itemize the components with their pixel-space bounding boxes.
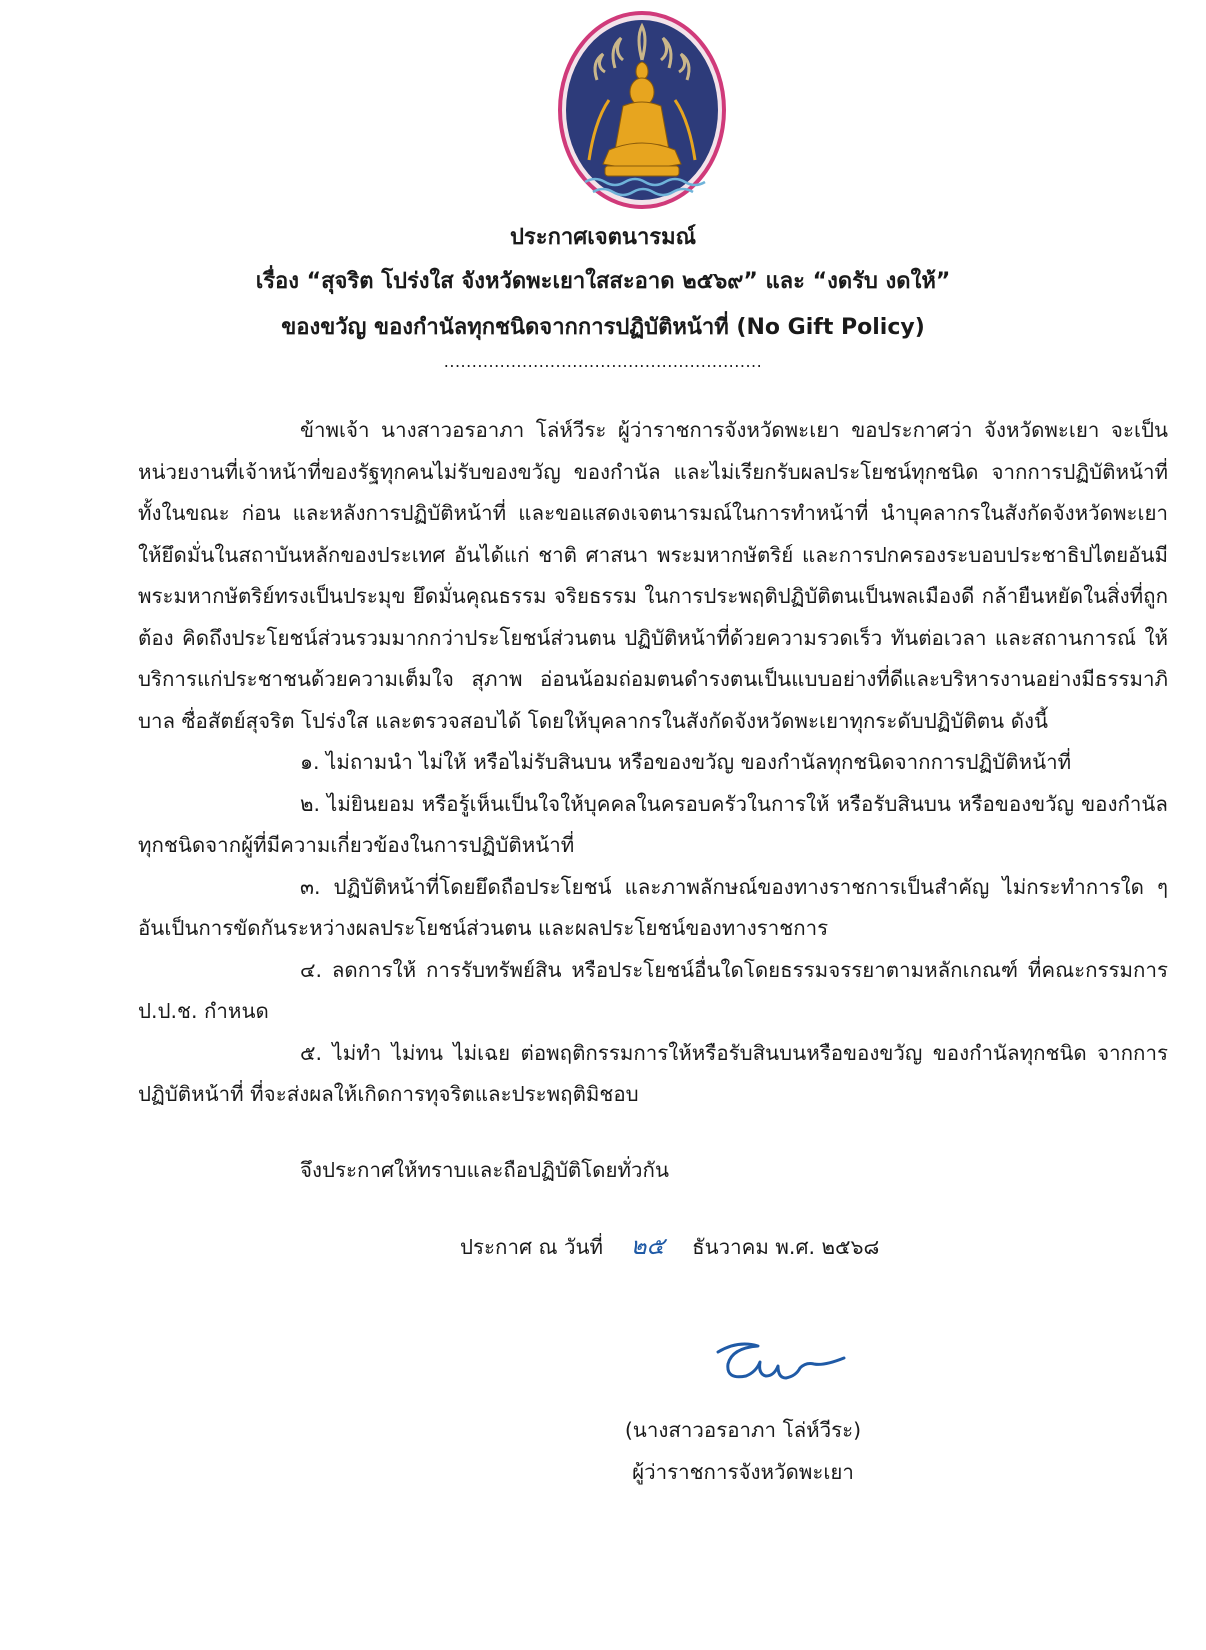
signer-position: ผู้ว่าราชการจังหวัดพะเยา bbox=[632, 1460, 854, 1484]
list-item: ๓. ปฏิบัติหน้าที่โดยยึดถือประโยชน์ และภาพลักษณ์ของทางราชการเป็นสำคัญ ไม่กระทำการใด ๆ อันเป็นการขัดกันระหว่างผลประโยชน์ส่วนตน และผลประโยชน์ของทางราชการ bbox=[138, 874, 1168, 940]
document-subject: เรื่อง “สุจริต โปร่งใส จังหวัดพะเยาใสสะอาด ๒๕๖๙” และ “งดรับ งดให้” bbox=[255, 269, 951, 294]
date-suffix: ธันวาคม พ.ศ. ๒๕๖๘ bbox=[692, 1235, 880, 1259]
intro-paragraph: ข้าพเจ้า นางสาวอรอาภา โล่ห์วีระ ผู้ว่าราชการจังหวัดพะเยา ขอประกาศว่า จังหวัดพะเยา จะเป็นหน่วยงานที่เจ้าหน้าที่ของรัฐทุกคนไม่รับของขวัญ ของกำนัล และไม่เรียกรับผลประโยชน์ทุกชนิด จากการปฏิบัติหน้าที่ ทั้งในขณะ ก่อน และหลังการปฏิบัติหน้าที่ และขอแสดงเจตนารมณ์ในการทำหน้าที่ นำบุคลากรในสังกัดจังหวัดพะเยา ให้ยึดมั่นในสถาบันหลักของประเทศ อันได้แก่ ชาติ ศาสนา พระมหากษัตริย์ และการปกครองระบอบประชาธิปไตยอันมีพระมหากษัตริย์ทรงเป็นประมุข ยึดมั่นคุณธรรม จริยธรรม ในการประพฤติปฏิบัติตนเป็นพลเมืองดี กล้ายืนหยัดในสิ่งที่ถูกต้อง คิดถึงประโยชน์ส่วนรวมมากกว่าประโยชน์ส่วนตน ปฏิบัติหน้าที่ด้วยความรวดเร็ว ทันต่อเวลา และสถานการณ์ ให้บริการแก่ประชาชนด้วยความเต็มใจ สุภาพ อ่อนน้อมถ่อมตนดำรงตนเป็นแบบอย่างที่ดีและบริหารงานอย่างมีธรรมาภิบาล ซื่อสัตย์สุจริต โปร่งใส และตรวจสอบได้ โดยให้บุคลากรในสังกัดจังหวัดพะเยาทุกระดับปฏิบัติตน ดังนี้ bbox=[138, 418, 1168, 733]
signer-name: (นางสาวอรอาภา โล่ห์วีระ) bbox=[624, 1418, 862, 1442]
closing-statement: จึงประกาศให้ทราบและถือปฏิบัติโดยทั่วกัน bbox=[300, 1158, 669, 1182]
document-subject-continued: ของขวัญ ของกำนัลทุกชนิดจากการปฏิบัติหน้าที่ (No Gift Policy) bbox=[281, 315, 925, 340]
buddha-seal-icon bbox=[557, 10, 727, 210]
announcement-date bbox=[460, 1226, 879, 1267]
list-item: ๔. ลดการให้ การรับทรัพย์สิน หรือประโยชน์อื่นใดโดยธรรมจรรยาตามหลักเกณฑ์ ที่คณะกรรมการ ป.ป.ช. กำหนด bbox=[138, 957, 1168, 1023]
document-title: ประกาศเจตนารมณ์ bbox=[509, 225, 697, 250]
handwritten-signature bbox=[690, 1334, 880, 1390]
list-item: ๑. ไม่ถามนำ ไม่ให้ หรือไม่รับสินบน หรือของขวัญ ของกำนัลทุกชนิดจากการปฏิบัติหน้าที่ bbox=[300, 750, 1072, 774]
announcement-body bbox=[138, 410, 1168, 1116]
list-item: ๕. ไม่ทำ ไม่ทน ไม่เฉย ต่อพฤติกรรมการให้หรือรับสินบนหรือของขวัญ ของกำนัลทุกชนิด จากการปฏิบัติหน้าที่ ที่จะส่งผลให้เกิดการทุจริตและประพฤติมิชอบ bbox=[138, 1040, 1168, 1106]
date-day-handwritten: ๒๕ bbox=[630, 1232, 665, 1260]
dotted-divider: ......................................................... bbox=[443, 352, 763, 371]
date-prefix: ประกาศ ณ วันที่ bbox=[460, 1235, 604, 1259]
list-item: ๒. ไม่ยินยอม หรือรู้เห็นเป็นใจให้บุคคลในครอบครัวในการให้ หรือรับสินบน หรือของขวัญ ของกำนัลทุกชนิดจากผู้ที่มีความเกี่ยวข้องในการปฏิบัติหน้าที่ bbox=[138, 791, 1168, 857]
